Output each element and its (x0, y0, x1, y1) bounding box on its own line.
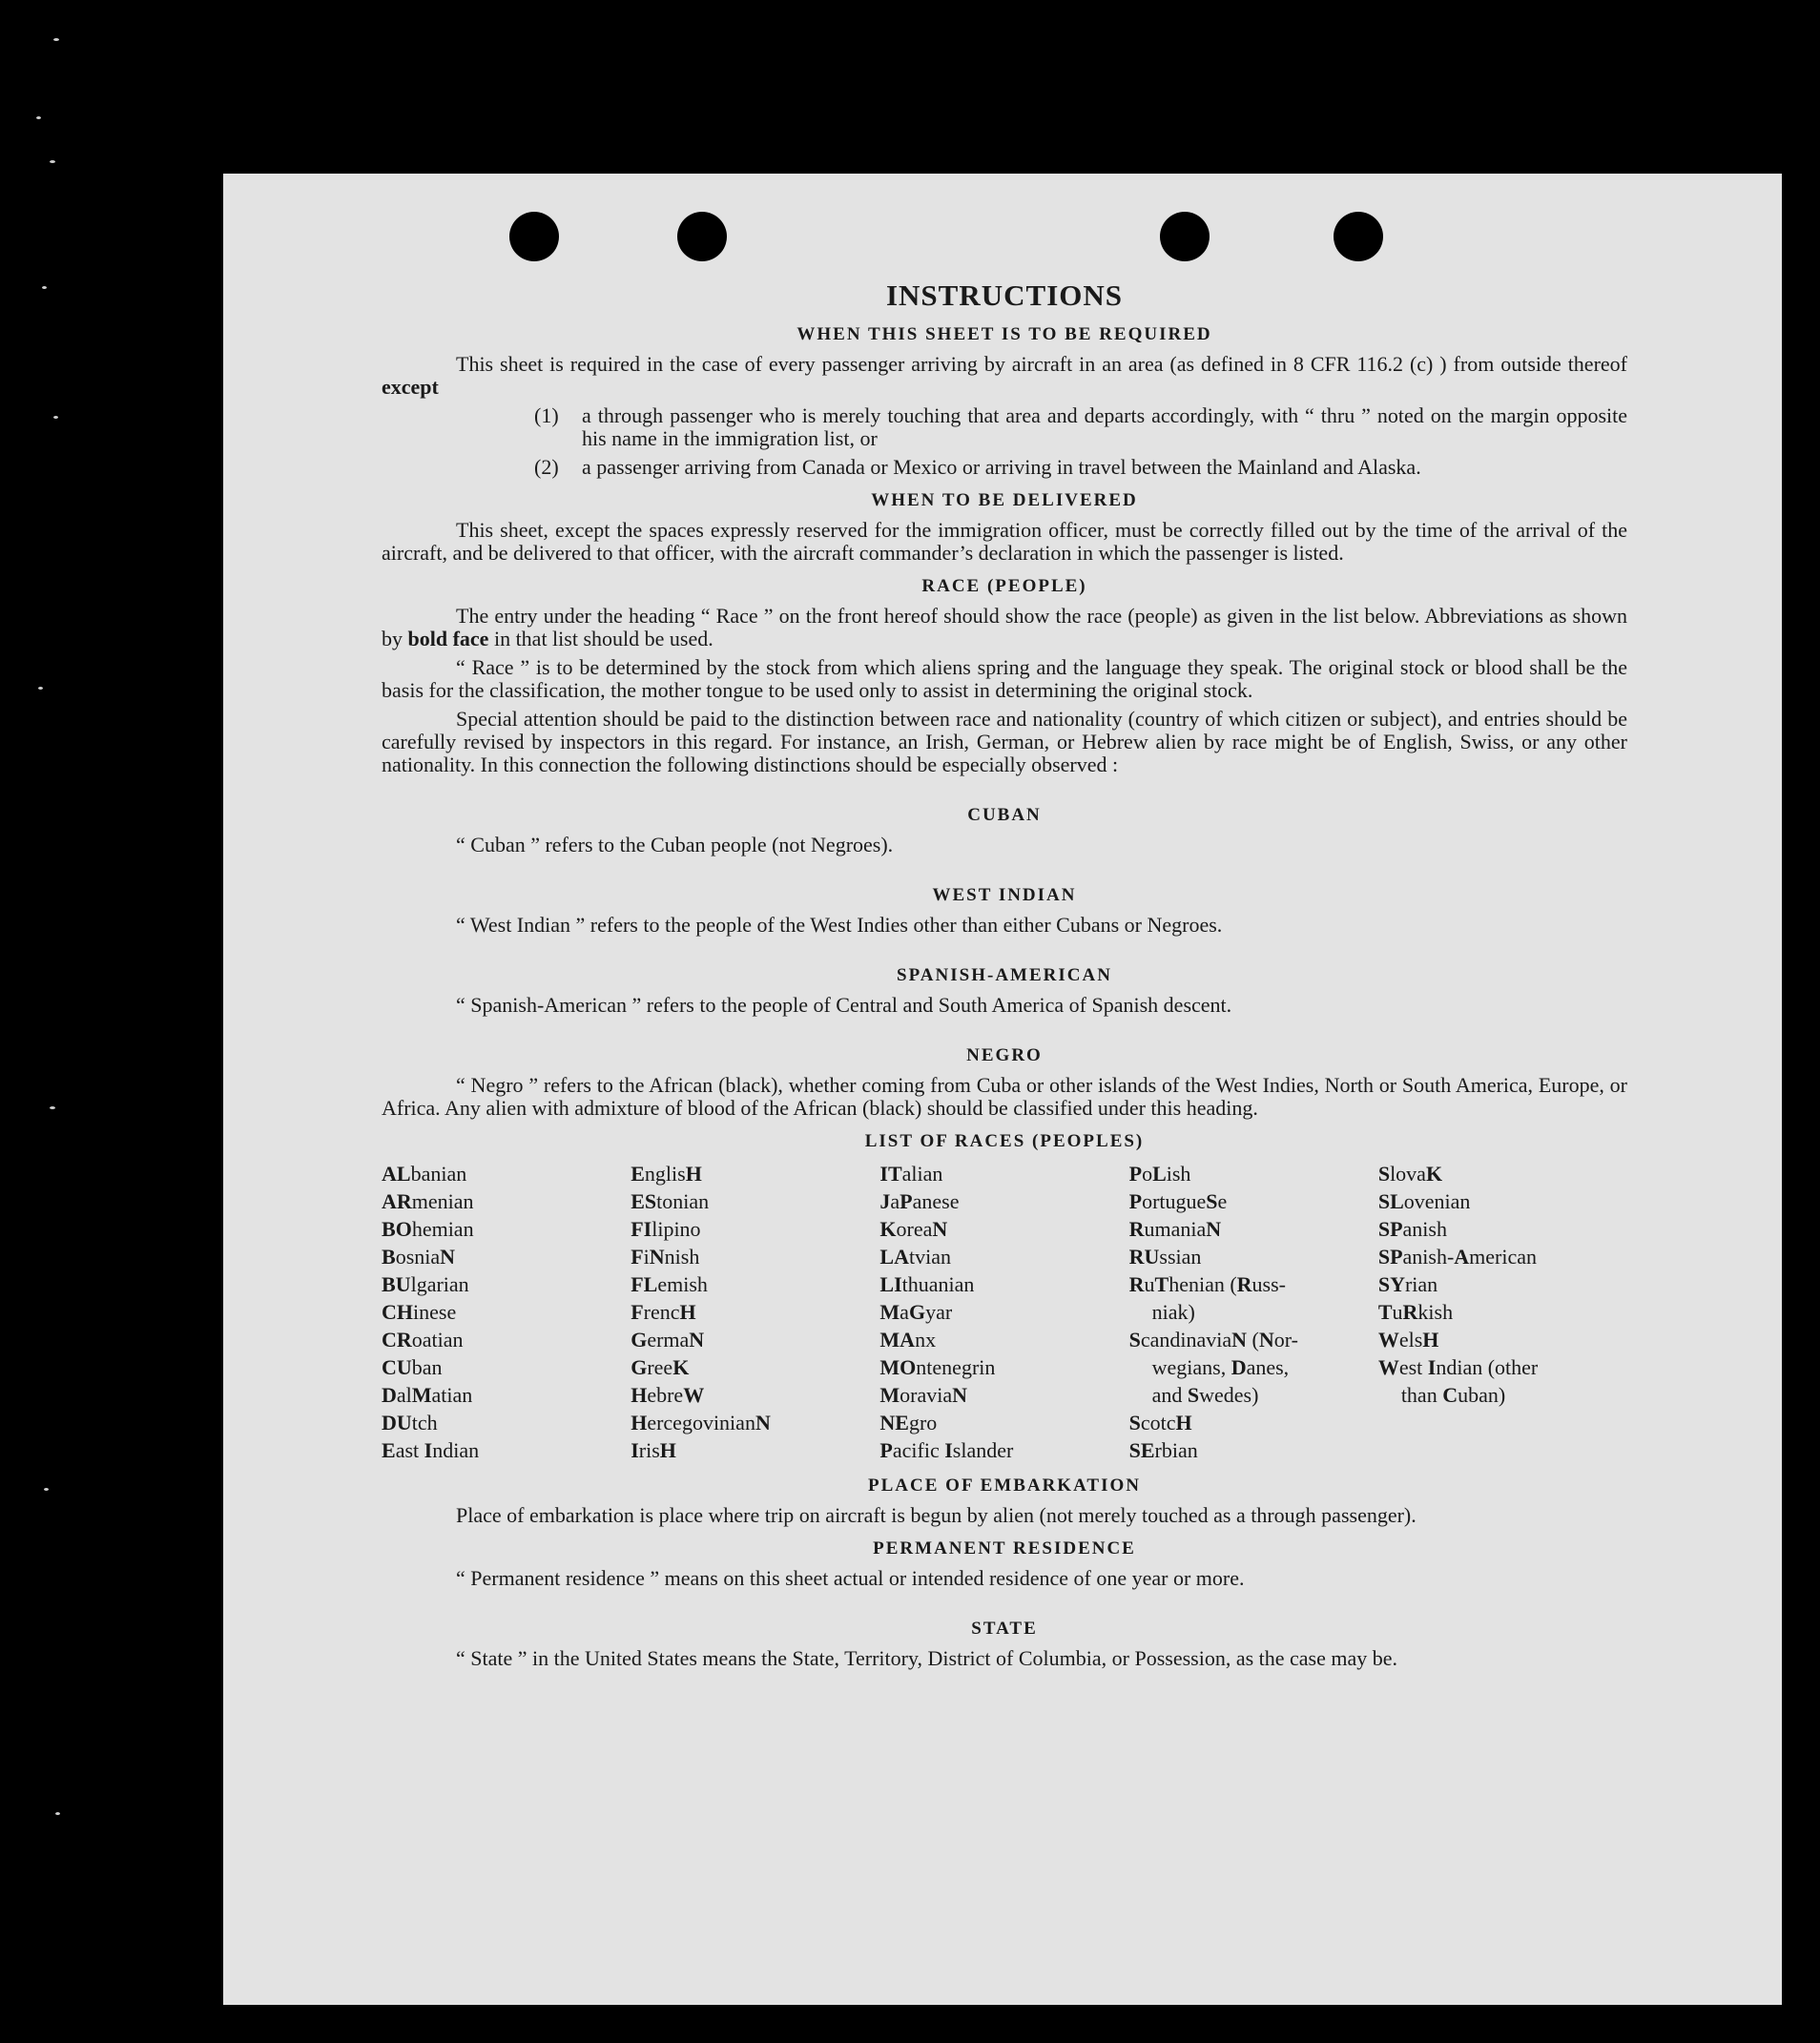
exception-number: (2) (534, 455, 559, 479)
race-entry: ScandinaviaN (Nor- (1128, 1328, 1298, 1352)
heading-race: RACE (PEOPLE) (921, 576, 1087, 596)
race-entry: FrencH (631, 1300, 696, 1324)
negro-text: “ Negro ” refers to the African (black), whether coming from Cuba or other islands of the West Indies, North or South America, Europe, or Africa. Any alien with admixture of blood of the African (black) should be classified under this heading. (382, 1073, 1627, 1120)
race-entry: MOntenegrin (879, 1355, 996, 1379)
race-entry: ARmenian (382, 1189, 474, 1213)
race-entry: HebreW (631, 1383, 705, 1407)
race-entry: RUssian (1128, 1245, 1202, 1269)
film-speck (50, 1106, 55, 1109)
cuban-text: “ Cuban ” refers to the Cuban people (not Negroes). (456, 833, 894, 856)
exception-item (534, 404, 1627, 450)
heading-state: STATE (971, 1619, 1038, 1639)
state-text: “ State ” in the United States means the State, Territory, District of Columbia, or Possession, as the case may be. (456, 1646, 1398, 1670)
film-speck (36, 116, 41, 119)
race-p1-after: in that list should be used. (493, 627, 714, 650)
race-entry: SlovaK (1377, 1162, 1443, 1186)
race-entry: MoraviaN (879, 1383, 968, 1407)
race-column (1129, 1160, 1378, 1464)
film-speck (53, 38, 59, 41)
race-entry: HercegovinianN (631, 1411, 771, 1434)
race-entry: RumaniaN (1128, 1217, 1222, 1241)
race-entry: NEgro (879, 1411, 938, 1434)
punch-hole (509, 212, 559, 261)
race-entry: Pacific Islander (879, 1438, 1014, 1462)
heading-permanent-residence: PERMANENT RESIDENCE (873, 1538, 1136, 1558)
race-entry: RuThenian (Russ- (1128, 1272, 1286, 1296)
race-paragraph-1 (382, 605, 1627, 650)
race-entry: MAnx (879, 1328, 937, 1352)
west-indian-text: “ West Indian ” refers to the people of the West Indies other than either Cubans or Negroes. (456, 913, 1223, 937)
race-entry: PortugueSe (1128, 1189, 1228, 1213)
race-entry: CHinese (382, 1300, 457, 1324)
punch-hole (677, 212, 727, 261)
race-list (382, 1160, 1627, 1464)
heading-when-required: WHEN THIS SHEET IS TO BE REQUIRED (796, 324, 1212, 344)
race-entry: and Swedes) (1151, 1383, 1259, 1407)
race-entry: GreeK (631, 1355, 690, 1379)
race-entry: KoreaN (879, 1217, 948, 1241)
when-delivered-text: This sheet, except the spaces expressly reserved for the immigration officer, must be correctly filled out by the time of the arrival of the aircraft, and be delivered to that officer, with the aircraft commander’s declaration in which the passenger is listed. (382, 518, 1627, 565)
race-entry: BOhemian (382, 1217, 474, 1241)
race-entry: SLovenian (1377, 1189, 1471, 1213)
heading-place-of-embarkation: PLACE OF EMBARKATION (868, 1476, 1141, 1496)
heading-when-delivered: WHEN TO BE DELIVERED (871, 490, 1138, 510)
film-speck (38, 687, 43, 690)
document-content (382, 279, 1627, 1676)
race-entry: SPanish-American (1377, 1245, 1538, 1269)
race-entry: IrisH (631, 1438, 676, 1462)
race-entry: CUban (382, 1355, 443, 1379)
heading-west-indian: WEST INDIAN (932, 885, 1077, 905)
race-entry: ALbanian (382, 1162, 467, 1186)
exception-item (534, 456, 1627, 479)
race-entry: East Indian (382, 1438, 480, 1462)
race-p1-bold: bold face (407, 627, 489, 650)
race-entry: MaGyar (879, 1300, 953, 1324)
permanent-residence-text: “ Permanent residence ” means on this sheet actual or intended residence of one year or more. (456, 1566, 1245, 1590)
race-entry: ScotcH (1128, 1411, 1192, 1434)
race-column (879, 1160, 1128, 1464)
race-column (1378, 1160, 1627, 1464)
punch-hole (1334, 212, 1383, 261)
race-entry: WelsH (1377, 1328, 1439, 1352)
race-entry: JaPanese (879, 1189, 960, 1213)
race-entry: BUlgarian (382, 1272, 469, 1296)
when-required-intro (382, 353, 1627, 399)
heading-list-of-races: LIST OF RACES (PEOPLES) (864, 1131, 1145, 1151)
race-entry: LIthuanian (879, 1272, 975, 1296)
race-entry: PoLish (1128, 1162, 1191, 1186)
race-entry: LAtvian (879, 1245, 951, 1269)
race-entry: FIlipino (631, 1217, 701, 1241)
document-title: INSTRUCTIONS (885, 279, 1123, 312)
race-entry: EStonian (631, 1189, 710, 1213)
race-entry: DalMatian (382, 1383, 473, 1407)
race-entry: SErbian (1128, 1438, 1198, 1462)
heading-cuban: CUBAN (967, 805, 1042, 825)
race-entry: wegians, Danes, (1151, 1355, 1290, 1379)
race-entry: SPanish (1377, 1217, 1447, 1241)
document-sheet (223, 174, 1782, 2005)
intro-except: except (382, 375, 439, 399)
film-speck (55, 1812, 60, 1815)
race-p1-before: The entry under the heading “ Race ” on the front hereof should show the race (people) as given in the list below. Abbreviations as shown by (382, 604, 1627, 650)
film-speck (50, 160, 55, 163)
race-entry: ITalian (879, 1162, 943, 1186)
exception-text: a through passenger who is merely touching that area and departs accordingly, with “ thru ” noted on the margin opposite his name in the immigration list, or (582, 403, 1627, 450)
race-entry: GermaN (631, 1328, 705, 1352)
film-speck (44, 1488, 49, 1491)
race-entry: SYrian (1377, 1272, 1438, 1296)
race-entry: CRoatian (382, 1328, 464, 1352)
race-entry: TuRkish (1377, 1300, 1454, 1324)
place-of-embarkation-text: Place of embarkation is place where trip on aircraft is begun by alien (not merely touched as a through passenger). (456, 1503, 1417, 1527)
race-entry: BosniaN (382, 1245, 456, 1269)
race-paragraph-2: “ Race ” is to be determined by the stock from which aliens spring and the language they speak. The original stock or blood shall be the basis for the classification, the mother tongue to be used only to assist in determining the original stock. (382, 655, 1627, 702)
film-speck (53, 416, 58, 419)
exception-text: a passenger arriving from Canada or Mexico or arriving in travel between the Mainland and Alaska. (582, 455, 1421, 479)
race-entry: EnglisH (631, 1162, 702, 1186)
punch-hole (1160, 212, 1210, 261)
race-entry: DUtch (382, 1411, 438, 1434)
race-entry: than Cuban) (1400, 1383, 1506, 1407)
race-entry: FLemish (631, 1272, 708, 1296)
race-column (631, 1160, 879, 1464)
race-column (382, 1160, 631, 1464)
film-speck (42, 286, 47, 289)
race-entry: West Indian (other (1377, 1355, 1539, 1379)
heading-negro: NEGRO (966, 1045, 1043, 1065)
race-paragraph-3: Special attention should be paid to the distinction between race and nationality (country of which citizen or subject), and entries should be carefully revised by inspectors in this regard. For instance, an Irish, German, or Hebrew alien by race might be of English, Swiss, or any other nationality. In this connection the following distinctions should be especially observed : (382, 707, 1627, 776)
race-entry: FiNnish (631, 1245, 700, 1269)
intro-text: This sheet is required in the case of every passenger arriving by aircraft in an area (as defined in 8 CFR 116.2 (c) ) from outside thereof (456, 352, 1627, 376)
heading-spanish-american: SPANISH-AMERICAN (897, 965, 1112, 985)
spanish-american-text: “ Spanish-American ” refers to the people of Central and South America of Spanish descent. (456, 993, 1232, 1017)
exception-number: (1) (534, 403, 559, 427)
race-entry: niak) (1151, 1300, 1195, 1324)
